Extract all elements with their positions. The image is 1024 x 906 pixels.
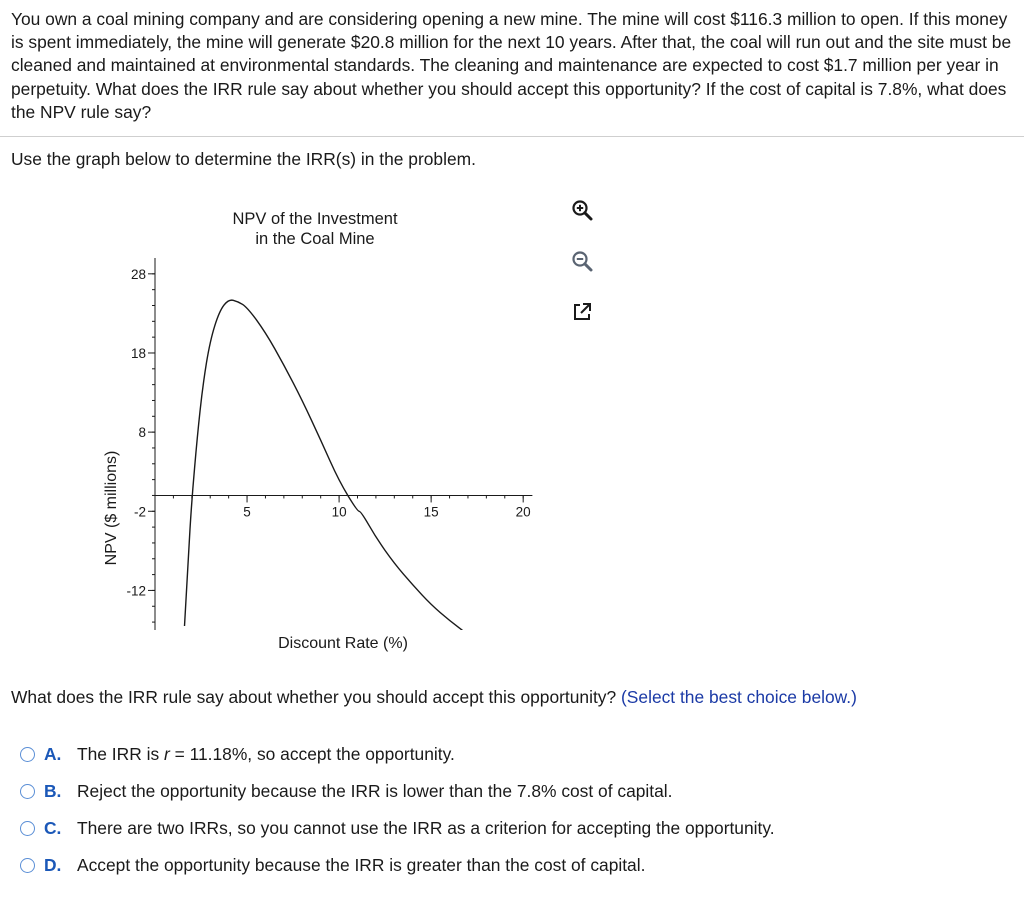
option-d-text: Accept the opportunity because the IRR is greater than the cost of capital.: [77, 854, 646, 875]
y-tick-label: -2: [133, 504, 146, 520]
option-d[interactable]: [20, 852, 645, 878]
select-hint: (Select the best choice below.): [621, 687, 857, 707]
option-a-var: r: [163, 743, 170, 764]
chart-title-line2: in the Coal Mine: [255, 230, 375, 248]
open-in-new-window-icon: [571, 301, 593, 323]
chart-title-line1: NPV of the Investment: [232, 210, 398, 228]
irr-question: [11, 686, 857, 708]
x-tick-label: 10: [331, 504, 347, 520]
zoom-out-icon: [570, 249, 594, 273]
option-a-text-pre: The IRR is: [77, 743, 164, 764]
y-tick-label: -12: [126, 583, 146, 599]
option-c-letter: C.: [44, 817, 62, 838]
divider: [0, 136, 1024, 137]
y-axis-label: NPV ($ millions): [103, 450, 120, 566]
x-tick-label: 15: [423, 504, 439, 520]
npv-chart: [0, 190, 620, 660]
option-c[interactable]: [20, 815, 775, 841]
x-tick-label: 5: [243, 504, 251, 520]
option-a-letter: A.: [44, 743, 62, 764]
x-axis-label: Discount Rate (%): [278, 635, 408, 652]
radio-c[interactable]: [20, 821, 35, 836]
graph-instruction: Use the graph below to determine the IRR(s) in the problem.: [11, 149, 476, 169]
y-tick-label: 8: [138, 425, 146, 441]
zoom-in-button[interactable]: [560, 193, 604, 227]
x-tick-label: 20: [515, 504, 531, 520]
option-b[interactable]: [20, 778, 672, 804]
radio-b[interactable]: [20, 784, 35, 799]
y-tick-label: 28: [130, 266, 146, 282]
option-d-letter: D.: [44, 854, 62, 875]
option-b-text: Reject the opportunity because the IRR is lower than the 7.8% cost of capital.: [77, 780, 673, 801]
npv-curve: [185, 300, 487, 647]
option-c-text: There are two IRRs, so you cannot use the IRR as a criterion for accepting the opportunity.: [77, 817, 775, 838]
question-text: You own a coal mining company and are considering opening a new mine. The mine will cost $116.3 million to open. If this money is spent immediately, the mine will generate $20.8 million for the next 10 years. After that, the coal will run out and the site must be cleaned and maintained at environmental standards. The cleaning and maintenance are expected to cost $1.7 million per year in perpetuity. What does the IRR rule say about whether you should accept this opportunity? If the cost of capital is 7.8%, what does the NPV rule say?: [11, 9, 1012, 122]
zoom-in-icon: [570, 198, 594, 222]
irr-question-text: What does the IRR rule say about whether you should accept this opportunity?: [11, 687, 617, 707]
radio-d[interactable]: [20, 858, 35, 873]
popout-button[interactable]: [560, 295, 604, 329]
option-a[interactable]: [20, 741, 455, 767]
zoom-out-button[interactable]: [560, 244, 604, 278]
radio-a[interactable]: [20, 747, 35, 762]
y-tick-label: 18: [130, 345, 146, 361]
option-a-text-post: = 11.18%, so accept the opportunity.: [169, 743, 455, 764]
option-b-letter: B.: [44, 780, 62, 801]
